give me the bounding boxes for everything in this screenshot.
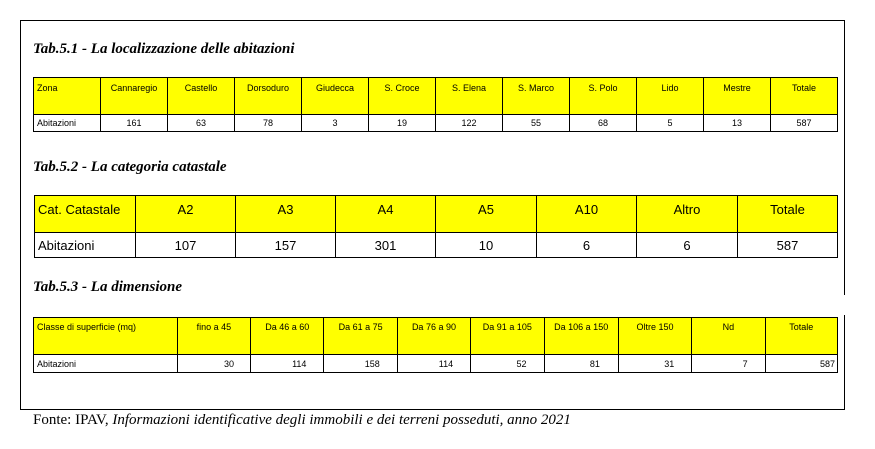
value-cell: 301: [336, 233, 436, 258]
header-cell: A10: [537, 196, 637, 233]
value-cell: 6: [537, 233, 637, 258]
value-cell: 31: [618, 355, 691, 373]
value-cell: 52: [471, 355, 544, 373]
value-cell: 5: [637, 115, 704, 132]
header-cell: Dorsoduro: [235, 78, 302, 115]
header-cell: Classe di superficie (mq): [34, 318, 178, 355]
row-label-cell: Abitazioni: [34, 355, 178, 373]
tab1-title: Tab.5.1 - La localizzazione delle abitazioni: [33, 41, 295, 57]
header-cell: fino a 45: [177, 318, 250, 355]
table-header-row: [34, 318, 838, 355]
header-cell: Nd: [692, 318, 765, 355]
header-cell: Zona: [34, 78, 101, 115]
header-cell: A4: [336, 196, 436, 233]
value-cell: 587: [738, 233, 838, 258]
table-header-row: [35, 196, 838, 233]
source-prefix: Fonte: IPAV,: [33, 412, 113, 428]
header-cell: S. Polo: [570, 78, 637, 115]
value-cell: 114: [251, 355, 324, 373]
value-cell: 19: [369, 115, 436, 132]
value-cell: 122: [436, 115, 503, 132]
value-cell: 107: [136, 233, 236, 258]
value-cell: 81: [544, 355, 618, 373]
value-cell: 587: [765, 355, 837, 373]
header-cell: Cannaregio: [101, 78, 168, 115]
value-cell: 10: [436, 233, 537, 258]
table-row: [35, 233, 838, 258]
value-cell: 55: [503, 115, 570, 132]
frame-gap: [843, 295, 847, 315]
value-cell: 114: [397, 355, 470, 373]
header-cell: Da 76 a 90: [397, 318, 470, 355]
table-row: [34, 115, 838, 132]
table-header-row: [34, 78, 838, 115]
header-cell: Giudecca: [302, 78, 369, 115]
value-cell: 63: [168, 115, 235, 132]
value-cell: 161: [101, 115, 168, 132]
localization-table: [33, 77, 838, 132]
size-table: [33, 317, 838, 373]
header-cell: Da 106 a 150: [544, 318, 618, 355]
header-cell: Totale: [771, 78, 838, 115]
value-cell: 68: [570, 115, 637, 132]
header-cell: Mestre: [704, 78, 771, 115]
source-note: [33, 412, 571, 429]
value-cell: 30: [177, 355, 250, 373]
header-cell: Altro: [637, 196, 738, 233]
header-cell: A5: [436, 196, 537, 233]
tab3-title: Tab.5.3 - La dimensione: [33, 279, 183, 295]
value-cell: 157: [236, 233, 336, 258]
value-cell: 7: [692, 355, 765, 373]
tab2-title: Tab.5.2 - La categoria catastale: [33, 159, 227, 175]
header-cell: Cat. Catastale: [35, 196, 136, 233]
category-table: [34, 195, 838, 258]
header-cell: A2: [136, 196, 236, 233]
header-cell: S. Elena: [436, 78, 503, 115]
header-cell: Castello: [168, 78, 235, 115]
header-cell: S. Marco: [503, 78, 570, 115]
value-cell: 6: [637, 233, 738, 258]
source-title: Informazioni identificative degli immobili e dei terreni posseduti, anno 2021: [112, 412, 571, 428]
header-cell: Lido: [637, 78, 704, 115]
header-cell: Totale: [738, 196, 838, 233]
header-cell: A3: [236, 196, 336, 233]
header-cell: S. Croce: [369, 78, 436, 115]
value-cell: 3: [302, 115, 369, 132]
value-cell: 587: [771, 115, 838, 132]
header-cell: Oltre 150: [618, 318, 691, 355]
header-cell: Da 46 a 60: [251, 318, 324, 355]
header-cell: Da 91 a 105: [471, 318, 544, 355]
value-cell: 158: [324, 355, 397, 373]
header-cell: Da 61 a 75: [324, 318, 397, 355]
row-label-cell: Abitazioni: [34, 115, 101, 132]
value-cell: 78: [235, 115, 302, 132]
header-cell: Totale: [765, 318, 837, 355]
row-label-cell: Abitazioni: [35, 233, 136, 258]
table-row: [34, 355, 838, 373]
value-cell: 13: [704, 115, 771, 132]
